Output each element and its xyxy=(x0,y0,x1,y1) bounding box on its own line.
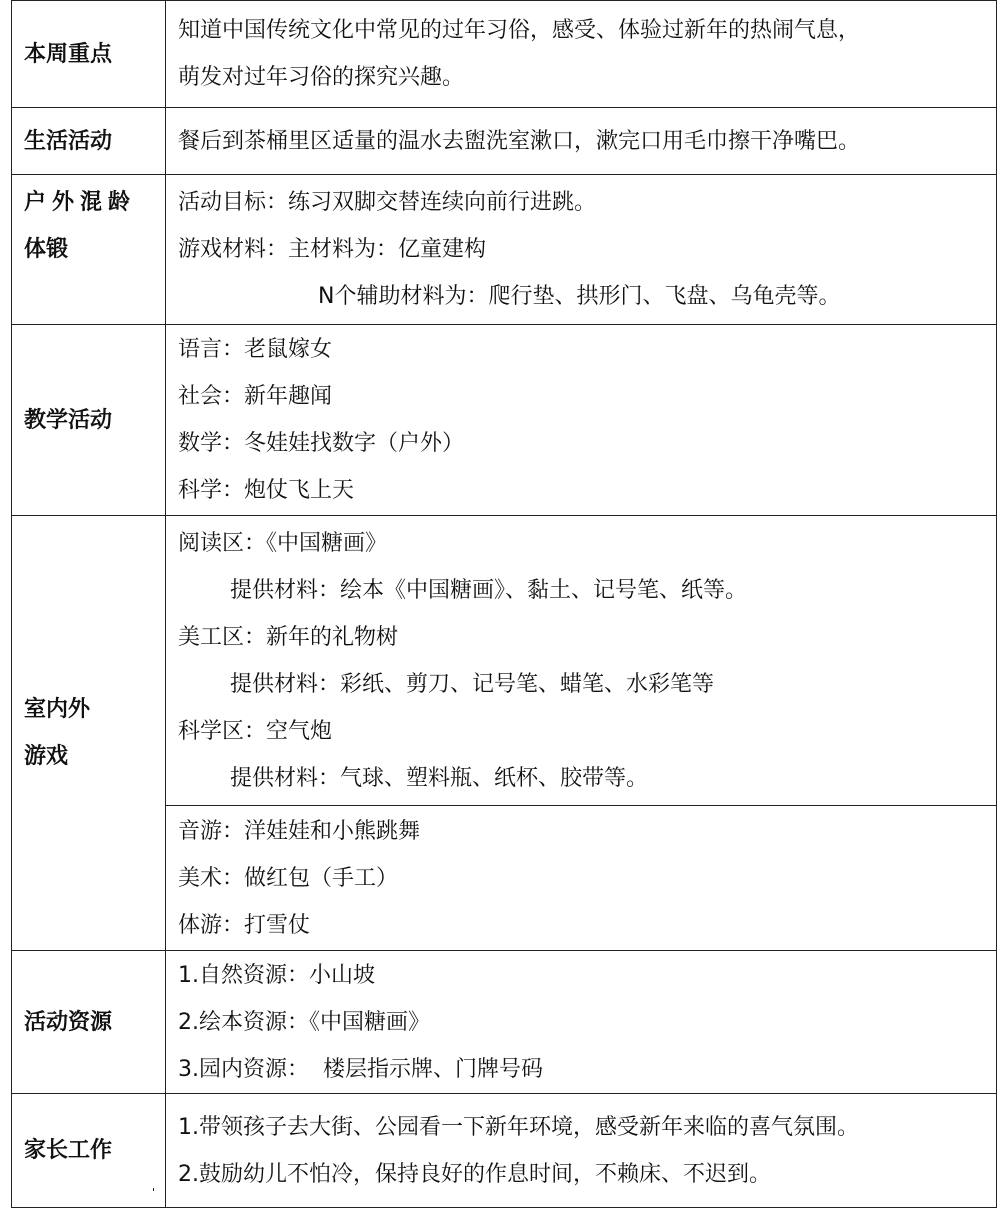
text-line: 3.园内资源： 楼层指示牌、门牌号码 xyxy=(178,1056,543,1082)
content-life-activity xyxy=(166,108,997,175)
text-line: 萌发对过年习俗的探究兴趣。 xyxy=(178,65,465,90)
text-line: 活动目标：练习双脚交替连续向前行进跳。 xyxy=(178,190,597,215)
text-line: 美术：做红包（手工） xyxy=(178,865,399,891)
content-indoor-areas xyxy=(166,516,997,806)
label-outdoor-exercise xyxy=(12,175,166,325)
text-line: 体游：打雪仗 xyxy=(178,912,311,938)
label-teaching-activity: 教学活动 xyxy=(12,325,166,516)
row-teaching-activity xyxy=(12,325,997,516)
label-life-activity: 生活活动 xyxy=(12,108,166,175)
label-line: 体锻 xyxy=(24,237,69,262)
row-weekly-focus xyxy=(12,1,997,108)
label-parent-work: 家长工作 xyxy=(12,1094,166,1208)
text-line: 1.自然资源：小山坡 xyxy=(178,962,375,988)
text-line: 餐后到茶桶里区适量的温水去盥洗室漱口，漱完口用毛巾擦干净嘴巴。 xyxy=(178,128,861,154)
label-weekly-focus: 本周重点 xyxy=(12,1,166,108)
text-line: 音游：洋娃娃和小熊跳舞 xyxy=(178,818,421,844)
text-line: 2.绘本资源：《中国糖画》 xyxy=(178,1009,430,1035)
text-line: 提供材料：彩纸、剪刀、记号笔、蜡笔、水彩笔等 xyxy=(230,671,715,697)
row-indoor-games xyxy=(12,516,997,806)
text-line: 语言：老鼠嫁女 xyxy=(178,337,333,362)
label-indoor-games xyxy=(12,516,166,951)
text-line: 提供材料：绘本《中国糖画》、黏土、记号笔、纸等。 xyxy=(230,577,748,603)
text-line: 社会：新年趣闻 xyxy=(178,384,333,409)
content-teaching-activity xyxy=(166,325,997,516)
text-line: 美工区：新年的礼物树 xyxy=(178,624,399,650)
content-outdoor-exercise xyxy=(166,175,997,325)
label-line: 游戏 xyxy=(24,744,69,769)
text-line: 提供材料：气球、塑料瓶、纸杯、胶带等。 xyxy=(230,765,649,791)
content-activity-resources xyxy=(166,951,997,1094)
text-line: 知道中国传统文化中常见的过年习俗，感受、体验过新年的热闹气息， xyxy=(178,18,861,43)
label-line: 户外混龄 xyxy=(24,190,137,215)
row-outdoor-exercise xyxy=(12,175,997,325)
text-line: 阅读区：《中国糖画》 xyxy=(178,530,388,556)
label-line: 室内外 xyxy=(24,697,91,722)
text-line: 游戏材料：主材料为：亿童建构 xyxy=(178,237,487,262)
text-line: 科学：炮仗飞上天 xyxy=(178,478,355,503)
content-indoor-games-extra xyxy=(166,806,997,951)
text-line: 数学：冬娃娃找数字（户外） xyxy=(178,431,465,456)
weekly-plan-table xyxy=(11,0,997,1208)
row-life-activity xyxy=(12,108,997,175)
text-line: 1.带领孩子去大街、公园看一下新年环境，感受新年来临的喜气氛围。 xyxy=(178,1114,859,1140)
text-line: 科学区：空气炮 xyxy=(178,718,333,744)
label-activity-resources: 活动资源 xyxy=(12,951,166,1094)
text-line: N个辅助材料为：爬行垫、拱形门、飞盘、乌龟壳等。 xyxy=(318,284,841,309)
content-weekly-focus xyxy=(166,1,997,108)
row-activity-resources xyxy=(12,951,997,1094)
text-line: 2.鼓励幼儿不怕冷，保持良好的作息时间，不赖床、不迟到。 xyxy=(178,1161,771,1187)
